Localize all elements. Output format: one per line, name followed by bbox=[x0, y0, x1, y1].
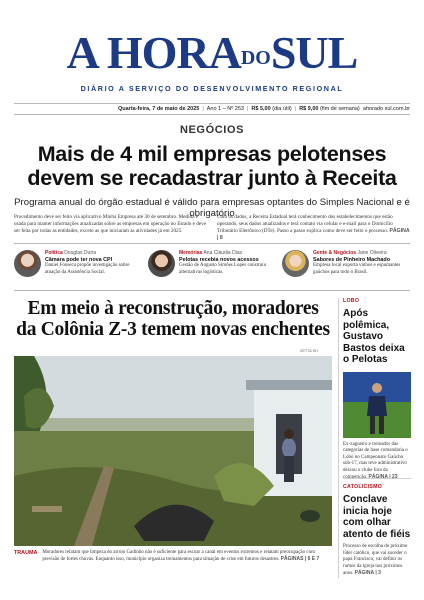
lead-kicker: NEGÓCIOS bbox=[179, 124, 245, 136]
lead-subhead: Programa anual do órgão estadual é válido para empresas optantes do Simples Nacional e é obrigatório bbox=[14, 197, 410, 219]
photo-credit: ZETTA SH bbox=[300, 349, 318, 353]
price-weekend: R$ 9,00 bbox=[299, 106, 319, 112]
side-text-body: Ex-zagueiro e treinador das categorias de base comandaria o Lobo no Campeonato Gaúcho sub-17, mas teve administrativo deixou o clube fora da competição. bbox=[343, 441, 408, 481]
teaser-body bbox=[313, 250, 410, 286]
price-weekend-note: (fim de semana) bbox=[319, 106, 360, 112]
issue-date: Quarta-feira, 7 de maio de 2025 bbox=[118, 106, 200, 112]
lead-headline-line-1: Mais de 4 mil empresas pelotenses bbox=[37, 142, 387, 166]
price-weekday: R$ 5,00 bbox=[251, 106, 271, 112]
teaser-section: Memórias bbox=[179, 250, 203, 256]
website-link[interactable]: ahorado sul.com.br bbox=[362, 106, 410, 112]
logo-small: DO bbox=[240, 47, 271, 69]
side-text bbox=[343, 442, 411, 482]
teaser-author: Douglas Dutra bbox=[64, 250, 97, 256]
tagline: DIÁRIO A SERVIÇO DO DESENVOLVIMENTO REGIONAL bbox=[80, 84, 344, 93]
main-headline-line-2: da Colônia Z-3 temem novas enchentes bbox=[16, 319, 330, 340]
masthead bbox=[0, 27, 424, 93]
caption-body bbox=[42, 550, 332, 564]
side-section: CATOLICISMO bbox=[343, 484, 383, 490]
side-story-catolicismo[interactable] bbox=[343, 484, 411, 578]
teaser-body bbox=[179, 250, 276, 286]
teaser-text: Daniel Fonseca propõe investigação sobre atuação da Assistência Social. bbox=[45, 263, 130, 275]
columnist-avatar bbox=[14, 250, 41, 277]
main-headline-line-1: Em meio à reconstrução, moradores bbox=[27, 298, 319, 319]
logo-main: A HORA bbox=[66, 27, 241, 78]
lead-body bbox=[14, 214, 410, 242]
teaser-title: Câmara pode ter nova CPI bbox=[45, 256, 113, 263]
teaser-politica[interactable] bbox=[14, 250, 142, 286]
flood-scene-illustration bbox=[14, 356, 332, 546]
side-headline: Após polêmica, Gustavo Bastos deixa o Pelotas bbox=[343, 308, 405, 366]
teaser-section: Política bbox=[45, 250, 63, 256]
lead-page-ref[interactable]: PÁGINA | 8 bbox=[217, 228, 410, 241]
side-story-lobo[interactable] bbox=[343, 298, 411, 482]
coach-photo-illustration bbox=[343, 372, 411, 438]
teasers-row bbox=[14, 250, 410, 286]
side-divider bbox=[343, 478, 411, 479]
teaser-gente-negocios[interactable] bbox=[282, 250, 410, 286]
main-story-caption bbox=[14, 550, 332, 564]
teaser-title: Pelotas recebia novos acessos bbox=[179, 256, 259, 263]
side-text-body: Processo de escolha do próximo líder católico, que vai suceder o papa Francisco, vai definir os rumos da igreja nos próximos anos. bbox=[343, 544, 408, 577]
side-text bbox=[343, 544, 411, 578]
teaser-section: Gente & Negócios bbox=[313, 250, 357, 256]
columnist-avatar bbox=[148, 250, 175, 277]
caption-text: Moradores relatam que limpeza do arroio Gadinho não é suficiente para escoar a canal em eventos extremos e relatam preocupação com previsão de fortes chuvas. Enquanto isso, município organiza treinamentos para situação de crise em futuros desastres. bbox=[42, 550, 316, 563]
main-story-photo[interactable] bbox=[14, 356, 332, 546]
masthead-rule-top bbox=[14, 103, 410, 104]
price-weekday-note: (dia útil) bbox=[272, 106, 292, 112]
side-section: LOBO bbox=[343, 298, 360, 304]
issue-meta-center: Quarta-feira, 7 de maio de 2025 | Ano 1 – Nº 253 | R$ 5,00 (dia útil) | R$ 9,00 (fim de semana) bbox=[118, 106, 360, 112]
teaser-author: Jane Oliveira bbox=[357, 250, 387, 256]
side-page-ref[interactable]: PÁGINA | 3 bbox=[354, 570, 381, 577]
lead-col-2-text: Com os dados, a Receita Estadual terá conhecimento dos estabelecimentos que estão operando, seus dados atualizados e terá contato via celular e e-mail para o Domicílio Tributário Eletrônico (DTe). Passo a passo explica como deve ser feito o processo. bbox=[217, 214, 393, 234]
teaser-body bbox=[45, 250, 142, 286]
logo-end: SUL bbox=[270, 27, 358, 78]
teaser-rule-bottom bbox=[14, 290, 410, 291]
teaser-title: Sabores de Pinheiro Machado bbox=[313, 256, 390, 263]
masthead-rule-bottom bbox=[14, 114, 410, 115]
main-story-headline[interactable] bbox=[14, 298, 332, 340]
lead-headline[interactable] bbox=[0, 142, 424, 190]
teaser-author: Ana Cláudia Dias bbox=[203, 250, 243, 256]
teaser-memorias[interactable] bbox=[148, 250, 276, 286]
caption-tag: TRAUMA bbox=[14, 550, 38, 556]
newspaper-logo[interactable] bbox=[0, 27, 424, 81]
teaser-text: Gestão de Augusto Simões Lopes construiu alternativas logísticas. bbox=[179, 263, 267, 275]
side-story-photo bbox=[343, 372, 411, 438]
side-headline: Conclave inicia hoje com olhar atento de fiéis bbox=[343, 494, 411, 540]
teaser-text: Empresa local exporta vinhos e espumantes gaúchos para todo o Brasil. bbox=[313, 263, 401, 275]
lead-headline-line-2: devem se recadastrar junto à Receita bbox=[27, 166, 397, 190]
lead-col-2 bbox=[217, 214, 410, 242]
side-page-ref[interactable]: PÁGINA | 23 bbox=[368, 474, 398, 481]
teaser-rule-top bbox=[14, 243, 410, 244]
columnist-avatar bbox=[282, 250, 309, 277]
column-divider bbox=[338, 298, 339, 578]
lead-col-1: Procedimento deve ser feito via aplicativo Minha Empresa até 30 de setembro. Medida é usada para manter informações atualizadas sobre as empresas em operação no Estado e deve ser feita por todas as entidades, exceto as que iniciaram as atividades já em 2025. bbox=[14, 214, 206, 234]
issue-volume: Ano 1 – Nº 253 bbox=[206, 106, 244, 112]
caption-page-ref[interactable]: PÁGINAS | 6 E 7 bbox=[280, 556, 320, 563]
